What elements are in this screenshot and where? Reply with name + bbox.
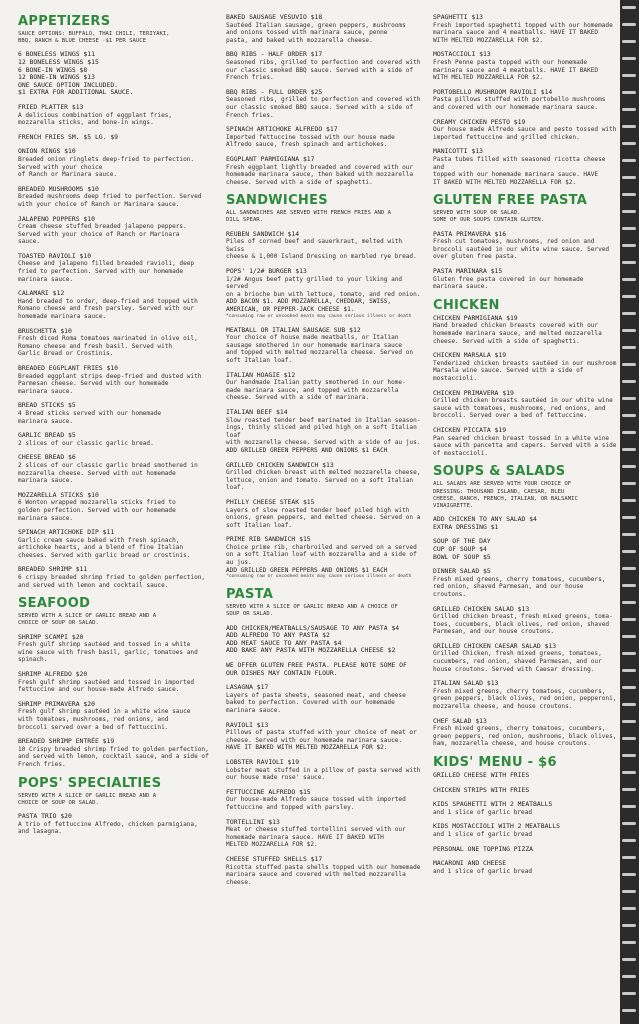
item-title: FRENCH FRIES SM. $5 LG. $9 (18, 132, 119, 141)
binder-ring (622, 907, 636, 910)
binder-ring (622, 125, 636, 128)
item-title: BREADED SHRIMP $11 (18, 565, 88, 574)
item-description: Garlic cream sauce baked with fresh spinach, artichoke hearts, and a blend of fine Italian cheeses. Served with garlic bread or crostinis. (18, 536, 191, 559)
binder-ring (622, 6, 636, 9)
binder-ring (622, 40, 636, 43)
item-title: PORTOBELLO MUSHROOM RAVIOLI $14 (433, 87, 553, 96)
item-title: CHICKEN STRIPS WITH FRIES (433, 785, 530, 794)
item-description: Fresh Penne pasta topped with our homemade marinara sauce and 4 meatballs. HAVE IT BAKED WITH MELTED MOZZARELLA FOR $2. (433, 58, 599, 82)
menu-item (226, 722, 422, 752)
item-title: GRILLED CHICKEN CAESAR SALAD $13 (433, 641, 557, 650)
menu-item (18, 529, 214, 559)
item-description: Cheese and jalapeno filled breaded ravioli, deep fried to perfection. Served with our homemade marinara sauce. (18, 260, 195, 283)
item-description: Our house made Alfredo sauce and pesto tossed with imported fettuccine and grilled chicken. (433, 126, 617, 141)
item-title: MEATBALL OR ITALIAN SAUSAGE SUB $12 (226, 325, 361, 334)
item-title: MOZZARELLA STICKS $10 (18, 490, 99, 499)
item-title: ITALIAN HOAGIE $12 (226, 370, 296, 379)
binder-ring (622, 210, 636, 213)
menu-item (433, 680, 617, 710)
menu-item (433, 390, 617, 420)
section-title: PASTA (226, 587, 274, 603)
menu-item (18, 365, 214, 395)
binder-ring (622, 244, 636, 247)
item-description: Piles of corned beef and sauerkraut, melted with Swiss cheese & 1,000 Island Dressing on marbled rye bread. (226, 238, 417, 261)
binder-ring (622, 958, 636, 961)
binder-ring (622, 601, 636, 604)
item-description: Pillows of pasta stuffed with your choice of meat or cheese. Served with our homemade marinara sauce. (226, 729, 417, 744)
item-description: Tenderized chicken breasts sautéed in our mushroom Marsala wine sauce. Served with a side of mostaccioli. (433, 359, 617, 382)
item-title: ITALIAN SALAD $13 (433, 679, 499, 688)
section-note: ALL SANDWICHES ARE SERVED WITH FRENCH FRIES AND A DILL SPEAR. (226, 210, 392, 224)
item-description: Our handmade Italian patty smothered in our home- made marinara sauce, and topped with mozzarella cheese. Served with a side of marinara. (226, 379, 406, 402)
item-description: Meat or cheese stuffed tortellini served with our homemade marinara sauce. HAVE IT BAKED WITH MELTED MOZZARELLA FOR $2. (226, 826, 406, 849)
menu-item (226, 856, 422, 886)
binder-ring (622, 652, 636, 655)
menu-column-2 (226, 14, 422, 1018)
binder-ring (622, 159, 636, 162)
menu-item (18, 328, 214, 358)
item-description: Choice prime rib, charbroiled and served on a served on a soft Italian loaf with mozzarella and a side of au jus. (226, 543, 417, 567)
menu-item (226, 51, 422, 81)
item-description: 2 slices of our classic garlic bread. (18, 439, 154, 447)
item-description: Our house-made Alfredo sauce tossed with imported fettuccine and topped with parsley. (226, 796, 406, 811)
item-title: CHICKEN PRIMAVERA $19 (433, 388, 514, 397)
menu-item (226, 662, 422, 677)
menu-item (226, 536, 422, 580)
menu-item (433, 772, 617, 780)
item-title: CHICKEN MARSALA $19 (433, 351, 507, 360)
binder-ring (622, 499, 636, 502)
item-description: 2 slices of our classic garlic bread smothered in mozzarella cheese. Served with out homemade marinara sauce. (18, 461, 198, 485)
menu-item (226, 462, 422, 492)
binder-ring (622, 227, 636, 230)
item-description: and 1 slice of garlic bread (433, 867, 533, 875)
item-description: Grilled chicken breast with melted mozzarella cheese, lettuce, onion and tomato. Served on a soft Italian loaf. (226, 469, 421, 492)
menu-section (18, 596, 214, 768)
menu-item (18, 148, 214, 178)
menu-item (18, 134, 214, 142)
item-title: MANICOTTI $13 (433, 147, 484, 156)
item-title: BREADED EGGPLANT FRIES $10 (18, 364, 119, 372)
menu-item (226, 684, 422, 714)
binder-ring (622, 193, 636, 196)
item-description: 6 Wonton wrapped mozzarella sticks fried to golden perfection. Served with our homemade marinara sauce. (18, 499, 176, 522)
menu-item (226, 14, 422, 44)
item-description: Slow roasted tender beef marinated in Italian season- ings, thinly sliced and piled high on a soft Italian loaf with mozzarella cheese. Served with a side of au jus. (226, 416, 421, 447)
item-description: Your choice of house made meatballs, or Italian sausage smothered in our homemade marinara sauce and topped with melted mozzarella cheese. Served on soft Italian loaf. (226, 334, 414, 364)
item-title: FRIED PLATTER $13 (18, 102, 84, 111)
binder-ring (622, 74, 636, 77)
item-disclaimer: *consuming raw or uncooked meats may cause serious illness or death (226, 313, 412, 319)
binder-ring (622, 567, 636, 570)
item-description: Fresh cut tomatoes, mushrooms, red onion and broccoli sautéed in our white wine sauce. Served over gluten free pasta. (433, 238, 610, 261)
item-title: BREAD STICKS $5 (18, 401, 76, 410)
menu-item (226, 231, 422, 261)
menu-item (433, 148, 617, 186)
menu-section (18, 776, 214, 836)
item-disclaimer: *consuming raw or uncooked meats may cause serious illness or death (226, 574, 412, 580)
binder-ring (622, 669, 636, 672)
item-addon: ADD GRILLED GREEN PEPPERS AND ONIONS $1 EACH (226, 446, 388, 454)
item-title: KIDS MOSTACCIOLI WITH 2 MEATBALLS (433, 822, 560, 831)
item-title: PASTA TRIO $20 (18, 811, 72, 820)
menu-item (18, 290, 214, 320)
item-description: Breaded mushrooms deep fried to perfection. Served with your choice of Ranch or Marinara sauce. (18, 193, 202, 208)
section-title: SANDWICHES (226, 193, 328, 209)
item-title: TORTELLINI $13 (226, 817, 280, 826)
section-title: CHICKEN (433, 297, 500, 313)
binder-ring (622, 737, 636, 740)
binder-ring (622, 873, 636, 876)
item-description: and 1 slice of garlic bread (433, 808, 533, 816)
binder-ring (622, 550, 636, 553)
item-description: Gluten free pasta covered in our homemade marinara sauce. (433, 275, 584, 291)
item-title: KIDS SPAGHETTI WITH 2 MEATBALLS (433, 800, 553, 809)
menu-item (18, 253, 214, 283)
item-title: WE OFFER GLUTEN FREE PASTA. PLEASE NOTE SOME OF OUR DISHES MAY CONTAIN FLOUR. (226, 661, 407, 677)
section-note: SERVED WITH A SLICE OF GARLIC BREAD AND A CHOICE OF SOUP OR SALAD. (226, 604, 398, 618)
item-description: Seasoned ribs, grilled to perfection and covered with our classic smoked BBQ sauce. Served with a side of French fries. (226, 96, 421, 119)
section-title: POPS' SPECIALTIES (18, 775, 162, 791)
menu-item (226, 126, 422, 149)
menu-item (226, 372, 422, 402)
menu-item (18, 186, 214, 209)
menu-section (226, 587, 422, 886)
menu-item (226, 759, 422, 782)
binder-ring (622, 380, 636, 383)
section-title: KIDS' MENU - $6 (433, 755, 557, 770)
item-title: CHEESE STUFFED SHELLS $17 (226, 854, 323, 863)
item-title: ADD CHICKEN TO ANY SALAD $4 EXTRA DRESSING $1 (433, 515, 537, 531)
menu-section (226, 193, 422, 580)
menu-item (226, 499, 422, 529)
item-title: CALAMARI $12 (18, 289, 65, 298)
binder-ring (622, 346, 636, 349)
item-title: POPS' 1/2# BURGER $13 (226, 267, 307, 276)
item-description: A trio of fettuccine Alfredo, chicken parmigiana, and lasagna. (18, 820, 198, 836)
binder-ring (622, 431, 636, 434)
menu-item (226, 89, 422, 119)
item-addon: ADD GRILLED GREEN PEPPERS AND ONIONS $1 EACH (226, 566, 388, 574)
item-description: Breaded onion ringlets deep-fried to perfection. Served with your choice of Ranch or Marinara sauce. (18, 155, 195, 179)
item-description: Layers of pasta sheets, seasoned meat, and cheese baked to perfection. Covered with our homemade marinara sauce. (226, 691, 406, 714)
binder-ring (622, 295, 636, 298)
item-description: Fresh mixed greens, cherry tomatoes, cucumbers, green peppers, black olives, red onion, pepperoni, mozzarella cheese, and house croutons. (433, 687, 617, 711)
menu-item (433, 643, 617, 673)
item-title: CHICKEN PICCATA $19 (433, 425, 507, 434)
menu-item (18, 738, 214, 768)
menu-item (226, 409, 422, 455)
binder-ring (622, 754, 636, 757)
item-title: LOBSTER RAVIOLI $19 (226, 757, 300, 766)
binder-ring (622, 329, 636, 332)
menu-item (18, 402, 214, 425)
section-title: SEAFOOD (18, 596, 91, 612)
menu-item (433, 516, 617, 531)
menu-item (433, 568, 617, 598)
item-description: 1/2# Angus beef patty grilled to your liking and served on a brioche bun with lettuce, tomato, and red onion. (226, 275, 421, 298)
item-description: Pan seared chicken breast tossed in a white wine sauce with pancetta and capers. Served with a side of mostaccioli. (433, 434, 617, 457)
menu-item (433, 119, 617, 142)
item-title: BREADED MUSHROOMS $10 (18, 184, 99, 193)
binder-ring (622, 856, 636, 859)
item-title: PHILLY CHEESE STEAK $15 (226, 497, 315, 506)
item-description: 10 Crispy breaded shrimp fried to golden perfection, and served with lemon, cocktail sauce, and a side of French fries. (18, 745, 209, 768)
binder-ring (622, 397, 636, 400)
item-description: Pasta pillows stuffed with portobello mushrooms and covered with our homemade marinara sauce. (433, 96, 606, 111)
item-description: Layers of slow roasted tender beef piled high with onions, green peppers, and melted cheese. Served on a soft Italian loaf. (226, 506, 421, 529)
item-description: Hand breaded chicken breasts covered with our homemade marinara sauce, and melted mozzarella cheese. Served with a side of spaghetti. (433, 322, 602, 345)
binder-ring (622, 771, 636, 774)
menu-item (433, 538, 617, 561)
binder-ring (622, 91, 636, 94)
menu-item (226, 156, 422, 186)
binder-ring (622, 924, 636, 927)
binder-ring (622, 584, 636, 587)
binder-ring (622, 482, 636, 485)
item-title: SPINACH ARTICHOKE ALFREDO $17 (226, 125, 338, 134)
item-title: TOASTED RAVIOLI $10 (18, 251, 92, 260)
menu-item (433, 51, 617, 81)
binder-ring (622, 261, 636, 264)
item-title: GRILLED CHEESE WITH FRIES (433, 771, 530, 779)
binder-rings (620, 0, 639, 1024)
menu-item (433, 801, 617, 816)
item-description: 4 Bread sticks served with our homemade marinara sauce. (18, 409, 162, 425)
item-description: Imported fettuccine tossed with our house made Alfredo sauce, fresh spinach and artichokes. (226, 133, 395, 149)
item-title: JALAPENO POPPERS $10 (18, 214, 95, 223)
binder-ring (622, 635, 636, 638)
menu-item (433, 823, 617, 838)
item-description: Fresh gulf shrimp sautéed in a white wine sauce with tomatoes, mushrooms, red onions, and broccoli served over a bed of fettuccini. (18, 708, 191, 731)
item-title: BRUSCHETTA $10 (18, 326, 72, 335)
item-title: PRIME RIB SANDWICH $15 (226, 535, 311, 544)
item-description: Ricotta stuffed pasta shells topped with our homemade marinara sauce and covered with melted mozzarella cheese. (226, 863, 421, 886)
item-title: GRILLED CHICKEN SANDWICH $13 (226, 460, 334, 469)
menu-item (433, 315, 617, 345)
menu-section (433, 14, 617, 186)
item-title: CHEF SALAD $13 (433, 716, 487, 725)
menu-item (226, 327, 422, 365)
item-title: BBQ RIBS - HALF ORDER $17 (226, 50, 323, 59)
item-description: Fresh gulf shrimp sautéed and tossed in a white wine sauce with fresh basil, garlic, tomatoes and spinach. (18, 641, 198, 664)
item-description: 6 crispy breaded shrimp fried to golden perfection, and served with lemon and cocktail sauce. (18, 574, 206, 589)
item-description: Grilled Chicken, fresh mixed greens, tomatoes, cucumbers, red onion, shaved Parmesan, and our house croutons. Served with Caesar dressing. (433, 650, 602, 673)
menu-item (226, 789, 422, 812)
item-title: SHRIMP ALFREDO $20 (18, 670, 88, 679)
menu-section (433, 193, 617, 291)
menu-item (18, 216, 214, 246)
binder-ring (622, 686, 636, 689)
item-title: SHRIMP PRIMAVERA $20 (18, 699, 95, 708)
binder-ring (622, 890, 636, 893)
menu-item (18, 51, 214, 97)
item-title: BREADED SHRIMP ENTRÉE $19 (18, 737, 115, 746)
menu-item (433, 718, 617, 748)
menu-item (433, 231, 617, 261)
menu-item (18, 634, 214, 664)
item-description: Grilled chicken breast, fresh mixed greens, toma- toes, cucumbers, black olives, red onion, shaved Parmesan, and our house croutons. (433, 613, 613, 636)
item-description: Fresh mixed greens, cherry tomatoes, cucumbers, red onion, shaved Parmesan, and our house croutons. (433, 575, 606, 598)
binder-ring (622, 941, 636, 944)
item-title: PASTA PRIMAVERA $16 (433, 229, 507, 238)
item-title: SPAGHETTI $13 (433, 14, 484, 21)
item-title: MOSTACCIOLI $13 (433, 50, 491, 59)
item-title: CHEESE BREAD $6 (18, 453, 76, 462)
binder-ring (622, 142, 636, 145)
section-note: ALL SALADS ARE SERVED WITH YOUR CHOICE OF DRESSING: THOUSAND ISLAND, CAESAR, BLEU CHEESE, RANCH, FRENCH, ITALIAN, OR BALSAMIC VINAIGRETTE. (433, 481, 578, 509)
item-addon: HAVE IT BAKED WITH MELTED MOZZARELLA FOR $2. (226, 744, 388, 752)
binder-ring (622, 533, 636, 536)
item-title: EGGPLANT PARMIGIANA $17 (226, 154, 315, 163)
menu-item (433, 427, 617, 457)
item-title: ADD CHICKEN/MEATBALLS/SAUSAGE TO ANY PASTA $4 ADD ALFREDO TO ANY PASTA $2 ADD MEAT SAUCE TO ANY PASTA $4 ADD BAKE ANY PASTA WITH MOZZARELLA CHEESE $2 (226, 623, 400, 655)
menu-section (433, 464, 617, 748)
binder-ring (622, 805, 636, 808)
binder-ring (622, 176, 636, 179)
item-title: FETTUCCINE ALFREDO $15 (226, 787, 311, 796)
menu-item (18, 813, 214, 836)
menu-item (226, 268, 422, 320)
item-title: GRILLED CHICKEN SALAD $13 (433, 604, 530, 613)
menu-item (226, 819, 422, 849)
binder-ring (622, 618, 636, 621)
binder-ring (622, 448, 636, 451)
binder-ring (622, 363, 636, 366)
menu-item (433, 268, 617, 291)
item-addon: ADD BACON $1. ADD MOZZARELLA, CHEDDAR, SWISS, AMERICAN, OR PEPPER-JACK CHEESE $1. (226, 298, 392, 314)
item-description: Lobster meat stuffed in a pillow of pasta served with our house made rose' sauce. (226, 766, 421, 782)
item-description: Seasoned ribs, grilled to perfection and covered with our classic smoked BBQ sauce. Served with a side of French fries. (226, 58, 421, 82)
item-title: ONION RINGS $10 (18, 147, 76, 156)
section-title: APPETIZERS (18, 14, 111, 29)
menu-item (18, 104, 214, 127)
binder-ring (622, 839, 636, 842)
binder-ring (622, 312, 636, 315)
item-title: BBQ RIBS - FULL ORDER $25 (226, 87, 323, 96)
binder-ring (622, 414, 636, 417)
menu-item (433, 606, 617, 636)
item-title: 6 BONELESS WINGS $11 12 BONELESS WINGS $15 6 BONE-IN WINGS $8 12 BONE-IN WINGS $13 ONE SAUCE OPTION INCLUDED. $1 EXTRA FOR ADDITIONAL SAUCE. (18, 50, 134, 97)
menu-item (433, 14, 617, 44)
item-description: Fresh diced Roma tomatoes marinated in olive oil, Romano cheese and fresh basil. Served with Garlic Bread or Crostinis. (18, 335, 198, 358)
menu-item (18, 432, 214, 447)
binder-ring (622, 465, 636, 468)
section-note: SERVED WITH A SLICE OF GARLIC BREAD AND A CHOICE OF SOUP OR SALAD. (18, 613, 157, 627)
item-description: Fresh mixed greens, cherry tomatoes, cucumbers, green peppers, red onion, mushrooms, black olives, ham, mozzarella cheese, and house croutons. (433, 725, 617, 748)
section-title: SOUPS & SALADS (433, 464, 566, 480)
item-description: Breaded eggplant strips deep-fried and dusted with Parmesan cheese. Served with our homemade marinara sauce. (18, 372, 202, 395)
menu-column-3 (433, 14, 617, 1018)
menu-item (18, 454, 214, 484)
section-note: SERVED WITH SOUP OR SALAD. SOME OF OUR SOUPS CONTAIN GLUTEN. (433, 210, 545, 224)
item-title: LASAGNA $17 (226, 683, 269, 692)
binder-ring (622, 278, 636, 281)
item-title: GARLIC BREAD $5 (18, 431, 76, 440)
binder-ring (622, 108, 636, 111)
item-description: Fresh gulf shrimp sautéed and tossed in imported fettuccine and our house-made Alfredo sauce. (18, 678, 195, 694)
binder-ring (622, 975, 636, 978)
binder-ring (622, 992, 636, 995)
binder-ring (622, 1009, 636, 1012)
menu-item (433, 860, 617, 875)
item-description: Fresh imported spaghetti topped with our homemade marinara sauce and 4 meatballs. HAVE IT BAKED WITH MELTED MOZZARELLA FOR $2. (433, 21, 613, 44)
item-title: CHICKEN PARMIGIANA $19 (433, 313, 518, 322)
binder-ring (622, 57, 636, 60)
item-title: SPINACH ARTICHOKE DIP $11 (18, 528, 115, 537)
binder-ring (622, 23, 636, 26)
menu-item (433, 352, 617, 382)
item-title: CREAMY CHICKEN PESTO $19 (433, 117, 526, 126)
binder-ring (622, 516, 636, 519)
section-note: SERVED WITH A SLICE OF GARLIC BREAD AND A CHOICE OF SOUP OR SALAD. (18, 792, 157, 806)
menu-section (226, 14, 422, 186)
item-description: Sautéed Italian sausage, green peppers, mushrooms and onions tossed with marinara sauce, penne pasta, and baked with mozzarella cheese. (226, 21, 406, 44)
menu-item (18, 701, 214, 731)
menu-item (18, 492, 214, 522)
item-description: Fresh eggplant lightly breaded and covered with our homemade marinara sauce, then baked with mozzarella cheese. Served with a side of spaghetti. (226, 163, 414, 186)
item-description: Grilled chicken breasts sautéed in our white wine sauce with tomatoes, mushrooms, red onions, and broccoli. Served over a bed of fettuccine. (433, 397, 613, 420)
menu-section (433, 298, 617, 458)
item-description: A delicious combination of eggplant fries, mozzarella sticks, and bone-in wings. (18, 111, 173, 127)
item-title: ITALIAN BEEF $14 (226, 407, 288, 416)
item-title: PERSONAL ONE TOPPING PIZZA (433, 844, 534, 853)
binder-ring (622, 788, 636, 791)
item-title: RAVIOLI $13 (226, 720, 269, 729)
menu-item (433, 787, 617, 795)
binder-ring (622, 822, 636, 825)
menu-item (433, 89, 617, 112)
item-description: Pasta tubes filled with seasoned ricotta cheese and topped with our homemade marinara sauce. HAVE IT BAKED WITH MELTED MOZZARELLA FOR $2. (433, 155, 606, 186)
menu-item (18, 671, 214, 694)
item-title: SHRIMP SCAMPI $20 (18, 632, 84, 641)
menu-section (433, 755, 617, 875)
item-title: MACARONI AND CHEESE (433, 859, 507, 868)
item-title: BAKED SAUSAGE VESUVIO $18 (226, 14, 323, 21)
menu-item (433, 846, 617, 854)
item-description: and 1 slice of garlic bread (433, 830, 533, 838)
item-title: PASTA MARINARA $15 (433, 267, 503, 276)
item-title: REUBEN SANDWICH $14 (226, 229, 300, 238)
menu-section (18, 14, 214, 589)
binder-ring (622, 720, 636, 723)
item-title: DINNER SALAD $5 (433, 567, 491, 576)
menu-item (18, 566, 214, 589)
item-description: Hand breaded to order, deep-fried and topped with Romano cheese and fresh parsley. Served with our homemade marinara sauce. (18, 297, 198, 321)
item-title: SOUP OF THE DAY CUP OF SOUP $4 BOWL OF SOUP $5 (433, 537, 491, 561)
section-title: GLUTEN FREE PASTA (433, 193, 588, 209)
binder-ring (622, 703, 636, 706)
menu-item (226, 625, 422, 655)
menu-column-1 (18, 14, 214, 1018)
section-note: SAUCE OPTIONS: BUFFALO, THAI CHILI, TERIYAKI, BBQ, RANCH & BLUE CHEESE ·$1 PER SAUCE (18, 31, 170, 45)
item-description: Cream cheese stuffed breaded jalapeno peppers. Served with your choice of Ranch or Marinara sauce. (18, 223, 187, 246)
